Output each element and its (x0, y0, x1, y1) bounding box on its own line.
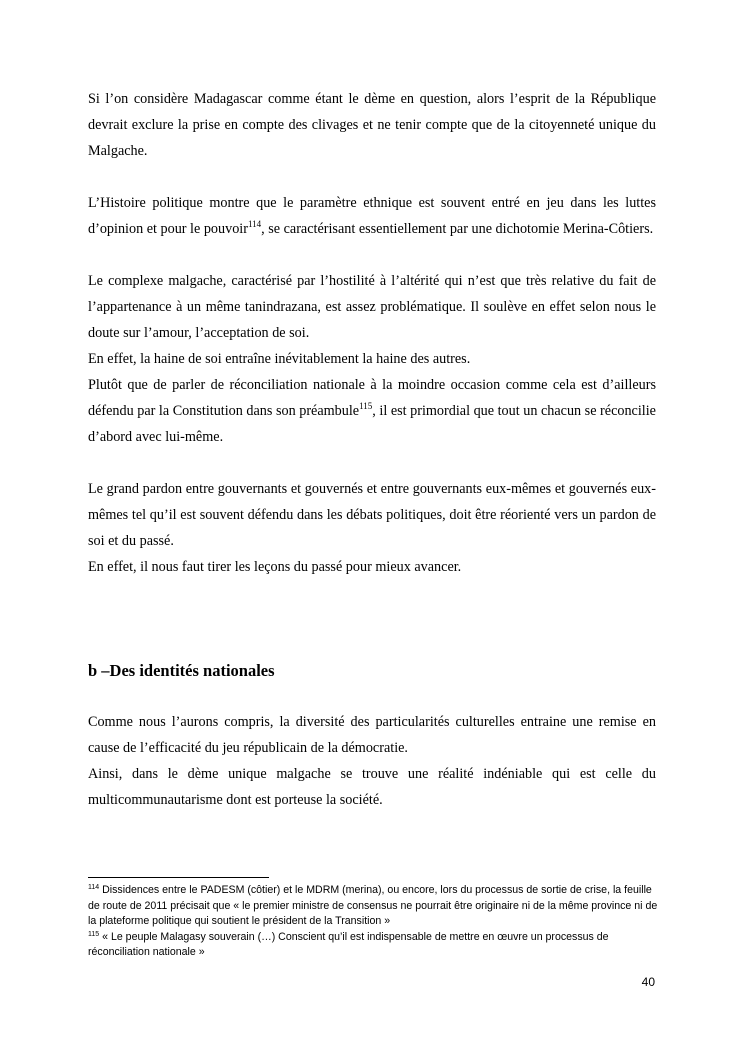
paragraph-text: L’Histoire politique montre que le paramètre ethnique est souvent entré en jeu dans les luttes d’opinion et pour le pouvoir (88, 195, 656, 237)
page-number: 40 (641, 975, 655, 989)
footnote-114 (88, 883, 658, 930)
paragraph-complexe-malgache: Le complexe malgache, caractérisé par l’hostilité à l’altérité qui n’est que très relative du fait de l’appartenance à un même tanindrazana, est assez problématique. Il soulève en effet selon nous le doute sur l’amour, l’acceptation de soi. (88, 273, 656, 341)
footnote-number: 114 (88, 884, 100, 891)
footnote-separator (88, 877, 269, 878)
footnotes (88, 883, 658, 961)
footnote-115 (88, 930, 658, 961)
paragraph-diversite: Comme nous l’aurons compris, la diversité des particularités culturelles entraine une remise en cause de l’efficacité du jeu républicain de la démocratie. (88, 714, 656, 756)
paragraph-lecons-du-passe: En effet, il nous faut tirer les leçons du passé pour mieux avancer. (88, 559, 462, 575)
paragraph-text: Plutôt que de parler de réconciliation nationale à la moindre occasion comme cela est d’ailleurs défendu par la Constitution dans son préambule (88, 377, 656, 419)
paragraph-madagascar-deme: Si l’on considère Madagascar comme étant le dème en question, alors l’esprit de la République devrait exclure la prise en compte des clivages et ne tenir compte que de la citoyenneté unique du Malgache. (88, 91, 656, 159)
paragraph-histoire-politique (88, 190, 656, 242)
footnote-ref-115[interactable]: 115 (359, 401, 373, 411)
footnote-text: Dissidences entre le PADESM (côtier) et le MDRM (merina), ou encore, lors du processus de sortie de crise, la feuille de route de 2011 précisait que « le premier ministre de consensus ne pourrait être originaire ni de la même province ni de la plateforme politique qui soutient le président de la Transition » (88, 884, 658, 928)
section-heading: b –Des identités nationales (88, 661, 275, 680)
footnote-number: 115 (88, 930, 100, 938)
footnote-ref-114[interactable]: 114 (247, 219, 262, 229)
paragraph-text: , il est primordial que tout un chacun se réconcilie d’abord avec lui-même. (88, 403, 656, 445)
body-text (88, 86, 656, 580)
paragraph-multicommunautarisme: Ainsi, dans le dème unique malgache se trouve une réalité indéniable qui est celle du multicommunautarisme dont est porteuse la société. (88, 766, 656, 808)
section-body (88, 709, 656, 813)
footnote-text: « Le peuple Malagasy souverain (…) Conscient qu’il est indispensable de mettre en œuvre un processus de réconciliation nationale » (88, 930, 609, 959)
paragraph-reconciliation (88, 372, 656, 450)
paragraph-haine-de-soi: En effet, la haine de soi entraîne inévitablement la haine des autres. (88, 351, 471, 367)
paragraph-text: , se caractérisant essentiellement par une dichotomie Merina-Côtiers. (261, 221, 654, 237)
paragraph-grand-pardon: Le grand pardon entre gouvernants et gouvernés et entre gouvernants eux-mêmes et gouvernés eux-mêmes tel qu’il est souvent défendu dans les débats politiques, doit être réorienté vers un pardon de soi et du passé. (88, 481, 656, 549)
